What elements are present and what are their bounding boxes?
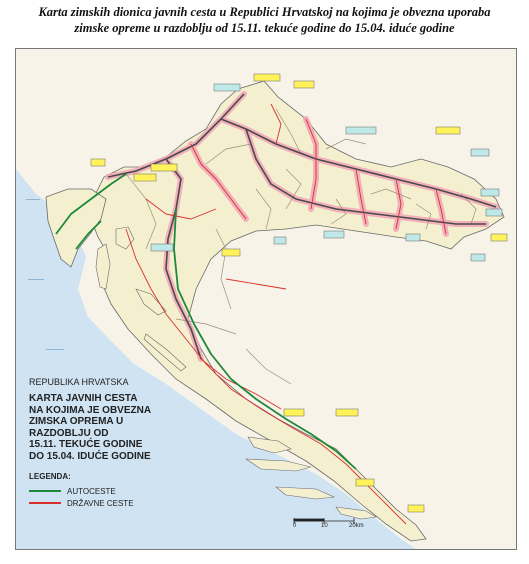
scale-tick-0: 0 bbox=[293, 523, 297, 529]
motorway-line-swatch bbox=[29, 490, 61, 492]
country-name: REPUBLIKA HRVATSKA bbox=[29, 377, 129, 387]
legend-item-state-road bbox=[29, 497, 189, 509]
scale-tick-20km: 20km bbox=[349, 523, 364, 529]
legend-title-line: ZIMSKA OPREMA U bbox=[29, 416, 124, 427]
legend-title-line: DO 15.04. IDUĆE GODINE bbox=[29, 450, 151, 462]
scale-tick-10: 10 bbox=[321, 523, 328, 529]
legend-item-label: DRŽAVNE CESTE bbox=[67, 498, 134, 508]
state-road-line-swatch bbox=[29, 502, 61, 504]
map-title-line-2: zimske opreme u razdoblju od 15.11. tekuće godine do 15.04. iduće godine bbox=[74, 21, 455, 35]
legend-label: LEGENDA: bbox=[29, 472, 71, 481]
legend-panel bbox=[29, 377, 189, 509]
legend-title-line: RAZDOBLJU OD bbox=[29, 427, 109, 439]
legend-main-title bbox=[29, 393, 189, 462]
legend-item-label: AUTOCESTE bbox=[67, 486, 116, 496]
legend-item-motorway bbox=[29, 485, 189, 497]
map-title-line-1: Karta zimskih dionica javnih cesta u Republici Hrvatskoj na kojima je obvezna uporaba bbox=[38, 5, 491, 19]
map-title bbox=[0, 4, 529, 36]
legend-title-line: NA KOJIMA JE OBVEZNA bbox=[29, 404, 152, 416]
legend-title-line: 15.11. TEKUĆE GODINE bbox=[29, 439, 143, 450]
legend-title-line: KARTA JAVNIH CESTA bbox=[29, 393, 138, 404]
